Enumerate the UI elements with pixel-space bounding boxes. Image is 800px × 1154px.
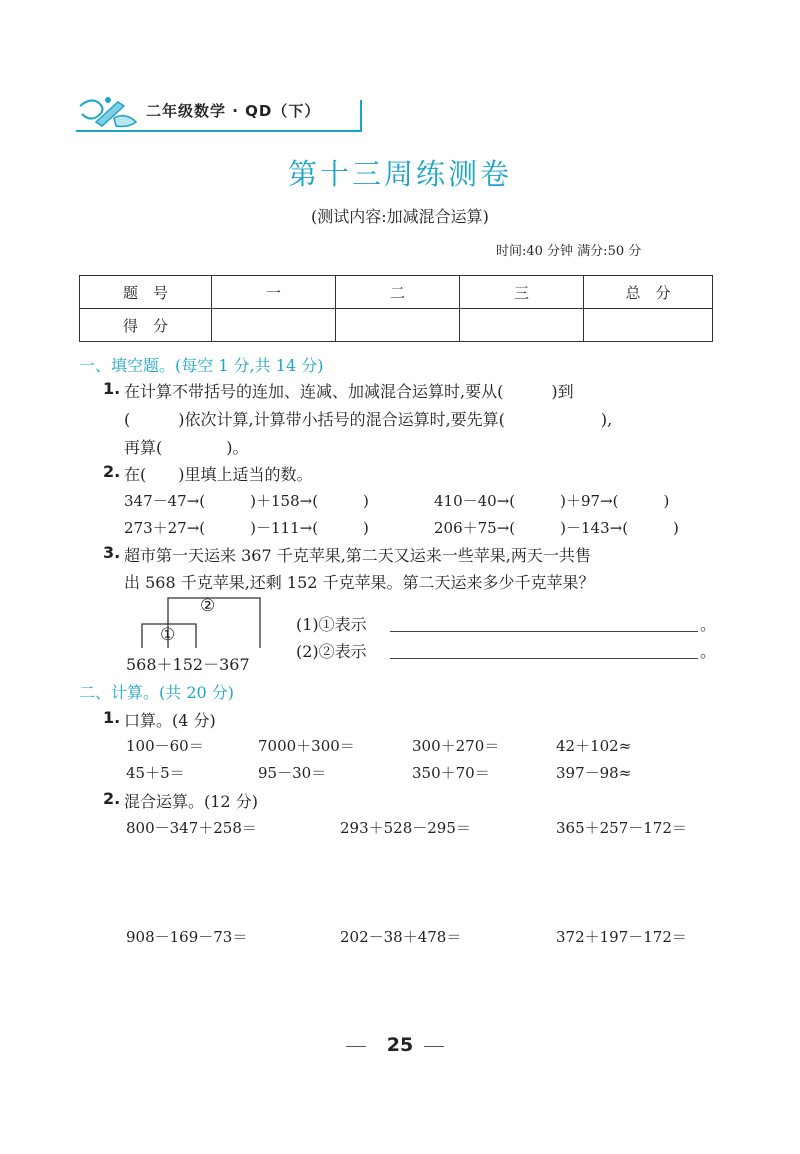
mental-math-item: 300＋270＝: [412, 737, 500, 755]
diagram-expression: 568＋152－367: [126, 655, 250, 674]
table-row: [80, 276, 713, 309]
table-cell: 题 号: [80, 276, 212, 309]
q3-number: 3.: [103, 543, 121, 562]
q2-chain: 273＋27→( )－111→( ): [124, 519, 369, 537]
period: 。: [700, 642, 717, 661]
mental-math-item: 100－60＝: [126, 737, 204, 755]
q3-line2: 出 568 千克苹果,还剩 152 千克苹果。第二天运来多少千克苹果？: [124, 573, 595, 592]
page-subtitle: (测试内容:加减混合运算): [311, 207, 489, 226]
score-input-cell[interactable]: [212, 309, 336, 342]
table-cell: 二: [336, 276, 460, 309]
page-number-dash: [424, 1046, 444, 1047]
mixed-calc-item: 800－347＋258＝: [126, 819, 257, 837]
section2-heading: 二、计算。(共 20 分): [79, 683, 235, 702]
mixed-calc-item: 372＋197－172＝: [556, 928, 687, 946]
mixed-calc-item: 365＋257－172＝: [556, 819, 687, 837]
header-underline: [76, 130, 362, 132]
table-cell: 得 分: [80, 309, 212, 342]
score-table: [79, 275, 713, 342]
mental-math-item: 7000＋300＝: [258, 737, 355, 755]
s2-q2-text: 混合运算。(12 分): [124, 792, 258, 811]
answer-line[interactable]: [390, 631, 698, 632]
score-input-cell[interactable]: [584, 309, 713, 342]
q3-sub1: (1)①表示: [296, 615, 367, 634]
mental-math-item: 45＋5＝: [126, 764, 185, 782]
table-cell: 三: [460, 276, 584, 309]
page-title: 第十三周练测卷: [287, 157, 512, 191]
q2-chain: 206＋75→( )－143→( ): [434, 519, 679, 537]
q1-number: 1.: [103, 379, 121, 398]
q2-chain: 410－40→( )＋97→( ): [434, 492, 670, 510]
period: 。: [700, 615, 717, 634]
q2-number: 2.: [103, 462, 121, 481]
q2-text: 在( )里填上适当的数。: [124, 465, 313, 484]
score-input-cell[interactable]: [460, 309, 584, 342]
q1-line3: 再算( )。: [124, 438, 249, 457]
s2-q1-text: 口算。(4 分): [124, 711, 216, 730]
diagram-label-1: ①: [160, 625, 176, 645]
table-cell: 总 分: [584, 276, 713, 309]
page-number: 25: [386, 1034, 414, 1056]
q1-line1: 在计算不带括号的连加、连减、加减混合运算时,要从( )到: [124, 382, 574, 401]
q2-chain: 347－47→( )＋158→( ): [124, 492, 369, 510]
mixed-calc-item: 293＋528－295＝: [340, 819, 471, 837]
mental-math-item: 42＋102≈: [556, 737, 632, 755]
table-cell: 一: [212, 276, 336, 309]
mixed-calc-item: 908－169－73＝: [126, 928, 248, 946]
mental-math-item: 350＋70＝: [412, 764, 490, 782]
section1-heading: 一、填空题。(每空 1 分,共 14 分): [79, 356, 324, 375]
s2-q1-number: 1.: [103, 708, 121, 727]
answer-line[interactable]: [390, 658, 698, 659]
diagram-label-2: ②: [200, 596, 216, 616]
mixed-calc-item: 202－38＋478＝: [340, 928, 462, 946]
mental-math-item: 95－30＝: [258, 764, 327, 782]
score-input-cell[interactable]: [336, 309, 460, 342]
q3-sub2: (2)②表示: [296, 642, 367, 661]
exam-meta: 时间:40 分钟 满分:50 分: [496, 244, 642, 259]
header-logo-icon: [78, 92, 140, 132]
q1-line2: ( )依次计算,计算带小括号的混合运算时,要先算( ),: [124, 410, 613, 429]
s2-q2-number: 2.: [103, 789, 121, 808]
header-divider: [360, 100, 362, 130]
q3-line1: 超市第一天运来 367 千克苹果,第二天又运来一些苹果,两天一共售: [124, 546, 591, 565]
mental-math-item: 397－98≈: [556, 764, 632, 782]
table-row: [80, 309, 713, 342]
series-label: 二年级数学 · QD（下）: [146, 102, 321, 120]
